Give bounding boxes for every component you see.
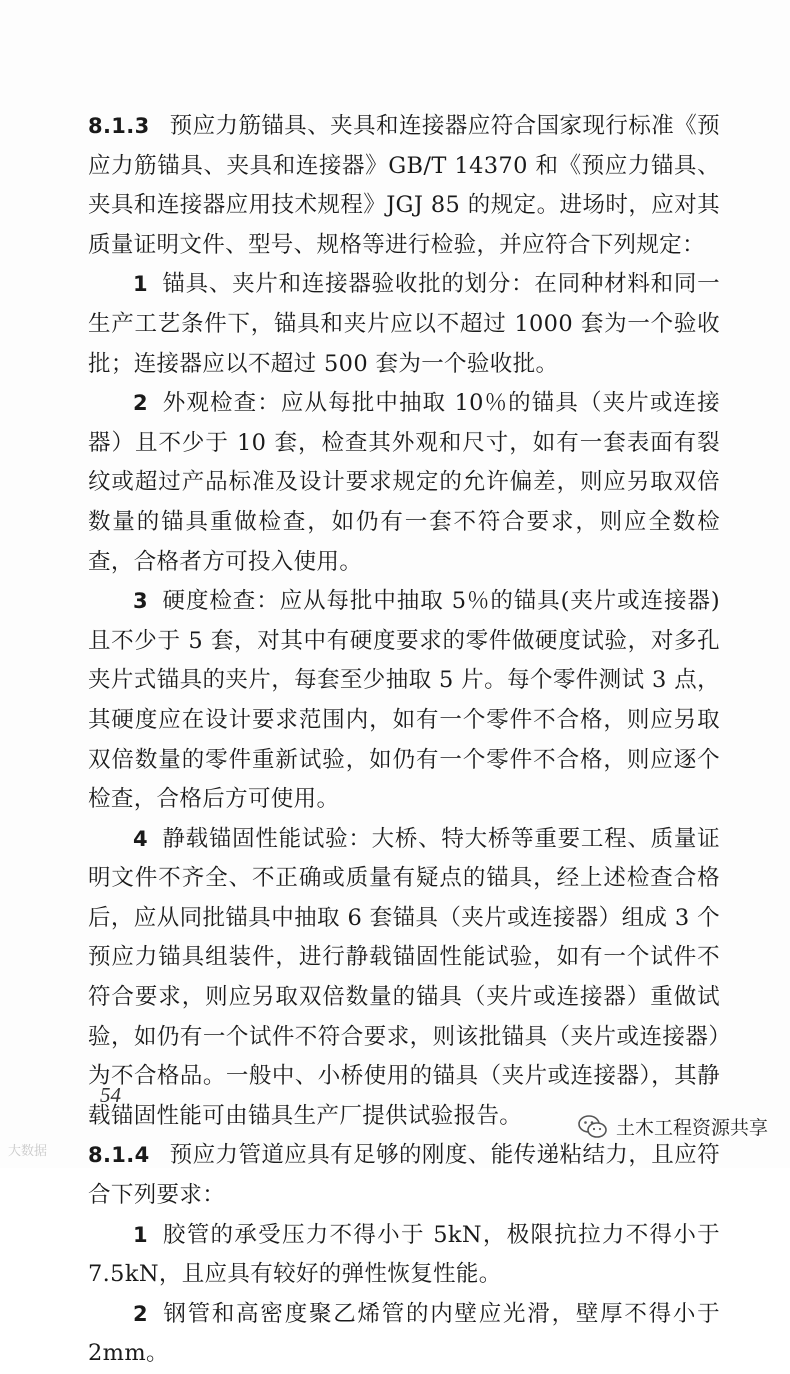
- list-item: [88, 820, 720, 1137]
- watermark-left: 大数据: [8, 1144, 48, 1159]
- watermark-text: 土木工程资源共享: [616, 1117, 769, 1139]
- clause-number: 8.1.3: [88, 114, 150, 138]
- item-number: 3: [133, 589, 148, 614]
- item-number: 2: [133, 1301, 148, 1326]
- clause-number: 8.1.4: [88, 1143, 150, 1168]
- clause-text: 预应力筋锚具、夹具和连接器应符合国家现行标准《预应力筋锚具、夹具和连接器》GB/T 14370 和《预应力锚具、夹具和连接器应用技术规程》JGJ 85 的规定。进场时，应对其质量证明文件、型号、规格等进行检验，并应符合下列规定：: [88, 113, 720, 258]
- item-number: 4: [133, 826, 148, 851]
- clause-text: 预应力管道应具有足够的刚度、能传递粘结力，且应符合下列要求：: [88, 1142, 720, 1209]
- list-item: [88, 582, 720, 820]
- clause-8-1-4: [88, 1136, 720, 1215]
- item-number: 2: [133, 391, 148, 416]
- document-body: [88, 107, 720, 1374]
- item-text: 锚具、夹片和连接器验收批的划分：在同种材料和同一生产工艺条件下，锚具和夹片应以不超过 1000 套为一个验收批；连接器应以不超过 500 套为一个验收批。: [88, 271, 720, 377]
- item-text: 静载锚固性能试验：大桥、特大桥等重要工程、质量证明文件不齐全、不正确或质量有疑点的锚具，经上述检查合格后，应从同批锚具中抽取 6 套锚具（夹片或连接器）组成 3 个预应力锚具组装件，进行静载锚固性能试验，如有一个试件不符合要求，则应另取双倍数量的锚具（夹片或连接器）重做试验，如仍有一个试件不符合要求，则该批锚具（夹片或连接器）为不合格品。一般中、小桥使用的锚具（夹片或连接器），其静载锚固性能可由锚具生产厂提供试验报告。: [88, 825, 720, 1129]
- item-text: 钢管和高密度聚乙烯管的内壁应光滑，壁厚不得小于 2mm。: [88, 1300, 720, 1367]
- item-number: 1: [133, 1222, 148, 1247]
- item-text: 外观检查：应从每批中抽取 10％的锚具（夹片或连接器）且不少于 10 套，检查其外观和尺寸，如有一套表面有裂纹或超过产品标准及设计要求规定的允许偏差，则应另取双倍数量的锚具重做检查，如仍有一套不符合要求，则应全数检查，合格者方可投入使用。: [88, 390, 720, 575]
- list-item: [88, 384, 720, 582]
- wechat-icon: [578, 1114, 608, 1140]
- list-item: [88, 265, 720, 384]
- item-text: 胶管的承受压力不得小于 5kN，极限抗拉力不得小于 7.5kN，且应具有较好的弹性恢复性能。: [88, 1221, 720, 1288]
- watermark-right: [578, 1113, 768, 1140]
- list-item: [88, 1216, 720, 1295]
- item-text: 硬度检查：应从每批中抽取 5％的锚具(夹片或连接器)且不少于 5 套，对其中有硬度要求的零件做硬度试验，对多孔夹片式锚具的夹片，每套至少抽取 5 片。每个零件测试 3 点，其硬度应在设计要求范围内，如有一个零件不合格，则应另取双倍数量的零件重新试验，如仍有一个零件不合格，则应逐个检查，合格后方可使用。: [88, 588, 720, 813]
- item-number: 1: [133, 272, 148, 297]
- list-item: [88, 1295, 720, 1374]
- page-number: 54: [100, 1083, 121, 1107]
- clause-8-1-3: [88, 107, 720, 265]
